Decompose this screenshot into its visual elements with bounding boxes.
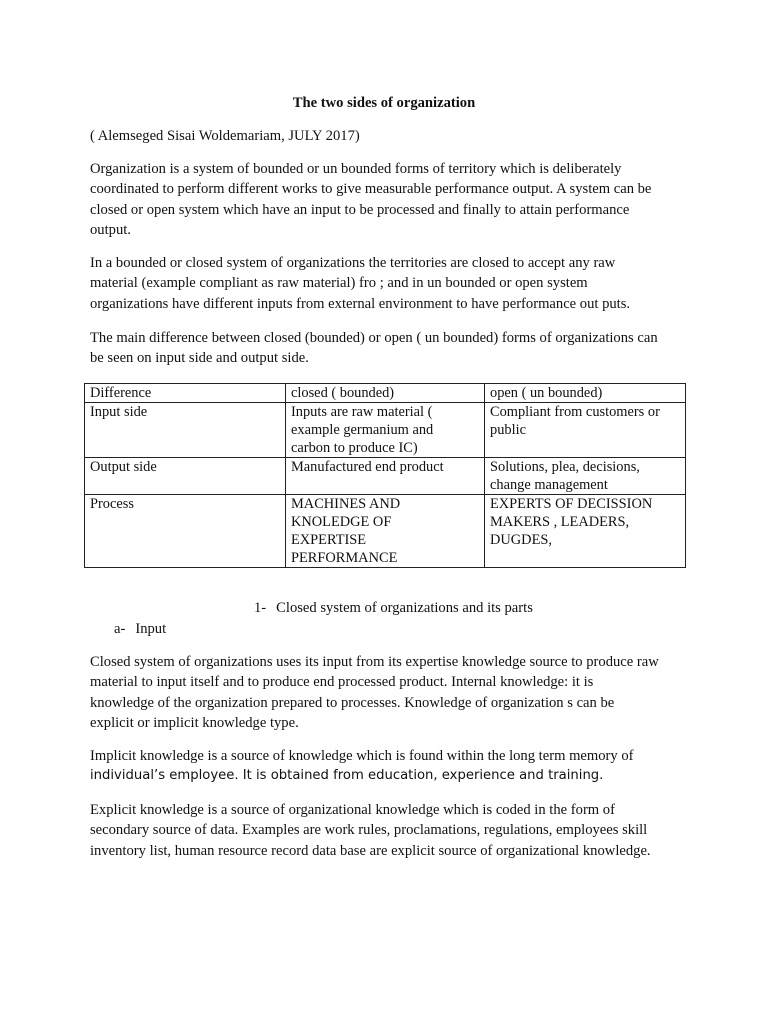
table-cell — [485, 495, 686, 568]
paragraph-implicit-knowledge — [90, 746, 690, 787]
paragraph-line: output. — [90, 221, 131, 238]
cell-line: Inputs are raw material ( — [291, 404, 433, 420]
paragraph-line: Organization is a system of bounded or un bounded forms of territory which is deliberately — [90, 161, 622, 177]
paragraph-line: The main difference between closed (bounded) or open ( un bounded) forms of organizations can — [90, 330, 658, 346]
paragraph-closed-system-input — [90, 652, 690, 733]
paragraph-line: Closed system of organizations uses its input from its expertise knowledge source to produce raw — [90, 654, 659, 670]
paragraph-main-difference — [90, 328, 690, 369]
section-heading — [254, 598, 533, 618]
table-header-cell: open ( un bounded) — [485, 384, 686, 403]
cell-line: Solutions, plea, decisions, — [490, 459, 640, 475]
cell-line: EXPERTISE — [291, 532, 367, 548]
cell-line: EXPERTS OF DECISSION — [490, 496, 653, 512]
table-cell: Output side — [85, 458, 286, 495]
table-cell — [485, 403, 686, 458]
paragraph-line: individual’s employee. It is obtained from education, experience and training. — [90, 768, 604, 784]
paragraph-line: In a bounded or closed system of organizations the territories are closed to accept any raw — [90, 255, 616, 271]
paragraph-closed-system — [90, 253, 690, 314]
cell-line: MAKERS , LEADERS, — [490, 514, 630, 530]
table-header-cell: closed ( bounded) — [286, 384, 485, 403]
cell-line: carbon to produce IC) — [291, 440, 418, 456]
table-cell — [286, 495, 485, 568]
paragraph-line: material (example compliant as raw material) fro ; and in un bounded or open system — [90, 275, 588, 292]
paragraph-line: knowledge of the organization prepared to processes. Knowledge of organization s can be — [90, 694, 615, 711]
paragraph-line: material to input itself and to produce end processed product. Internal knowledge: it is — [90, 674, 594, 691]
table-cell — [286, 458, 485, 495]
subsection-number: a- — [114, 621, 126, 637]
table-cell — [286, 403, 485, 458]
table-row — [85, 458, 686, 495]
paragraph-line: explicit or implicit knowledge type. — [90, 714, 299, 731]
paragraph-line: organizations have different inputs from external environment to have performance out puts. — [90, 295, 631, 312]
author-line: ( Alemseged Sisai Woldemariam, JULY 2017) — [90, 128, 360, 144]
cell-line: Manufactured end product — [291, 459, 444, 475]
paragraph-explicit-knowledge — [90, 800, 690, 861]
paragraph-line: be seen on input side and output side. — [90, 350, 309, 367]
table-cell: Input side — [85, 403, 286, 458]
table-row — [85, 403, 686, 458]
paragraph-line: closed or open system which have an input to be processed and finally to attain performance — [90, 201, 630, 218]
section-heading-text: Closed system of organizations and its parts — [276, 600, 533, 616]
paragraph-line: Implicit knowledge is a source of knowledge which is found within the long term memory of — [90, 748, 634, 764]
cell-line: DUGDES, — [490, 532, 552, 548]
document-title: The two sides of organization — [292, 95, 476, 111]
cell-line: change management — [490, 477, 608, 493]
paragraph-line: inventory list, human resource record data base are explicit source of organizational knowledge. — [90, 842, 651, 859]
paragraph-organization-definition — [90, 159, 690, 240]
cell-line: PERFORMANCE — [291, 550, 398, 566]
section-number: 1- — [254, 600, 267, 616]
cell-line: public — [490, 422, 526, 438]
cell-line: MACHINES AND — [291, 496, 401, 512]
table-row — [85, 495, 686, 568]
subsection-heading-text: Input — [135, 621, 167, 637]
cell-line: Compliant from customers or — [490, 404, 660, 420]
subsection-heading — [114, 619, 166, 639]
table-header-cell: Difference — [85, 384, 286, 403]
table-header-row — [85, 384, 686, 403]
table-cell — [485, 458, 686, 495]
cell-line: example germanium and — [291, 422, 434, 438]
cell-line: KNOLEDGE OF — [291, 514, 392, 530]
table-cell: Process — [85, 495, 286, 568]
paragraph-line: coordinated to perform different works to give measurable performance output. A system can be — [90, 181, 652, 198]
difference-table — [84, 383, 686, 568]
paragraph-line: Explicit knowledge is a source of organizational knowledge which is coded in the form of — [90, 802, 615, 818]
paragraph-line: secondary source of data. Examples are work rules, proclamations, regulations, employees skill — [90, 822, 648, 839]
